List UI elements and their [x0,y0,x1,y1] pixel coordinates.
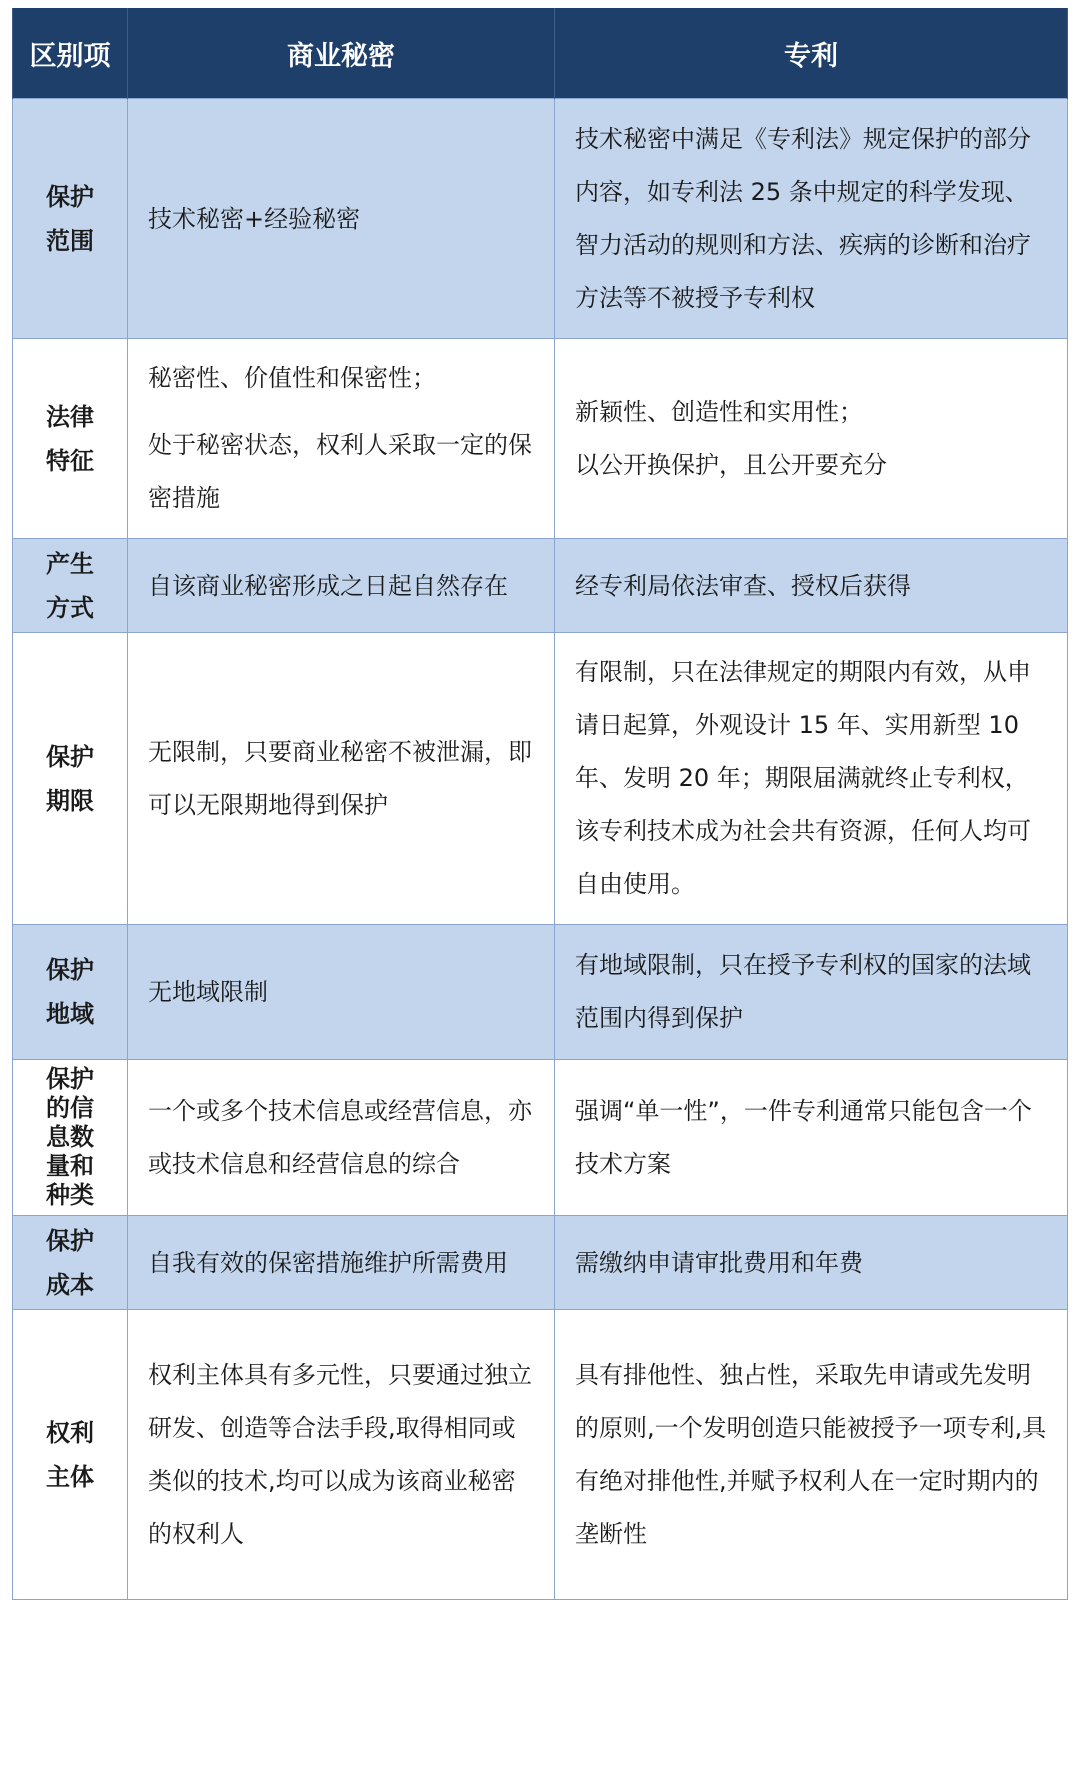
patent-cell [555,925,1068,1060]
trade-secret-cell [128,339,555,539]
patent-cell [555,633,1068,925]
cell-text: 技术秘密中满足《专利法》规定保护的部分内容，如专利法 25 条中规定的科学发现、智力活动的规则和方法、疾病的诊断和治疗方法等不被授予专利权 [575,124,1031,312]
cell-text: 具有排他性、独占性，采取先申请或先发明的原则,一个发明创造只能被授予一项专利,具有绝对排他性,并赋予权利人在一定时期内的垄断性 [575,1360,1047,1548]
cell-text: 自该商业秘密形成之日起自然存在 [148,571,508,600]
header-patent: 专利 [555,8,1068,99]
label-line: 种类 [46,1181,94,1209]
comparison-table-wrapper [12,8,1067,1600]
label-line: 期限 [46,786,94,815]
row-protection-territory [13,925,1068,1060]
label-line: 息数 [46,1123,94,1151]
trade-secret-cell [128,539,555,633]
row-protection-cost [13,1216,1068,1310]
cell-text: 需缴纳申请审批费用和年费 [575,1248,863,1277]
trade-secret-cell [128,99,555,339]
patent-cell [555,99,1068,339]
trade-secret-cell [128,1060,555,1216]
row-label [13,339,128,539]
cell-text: 一个或多个技术信息或经营信息，亦或技术信息和经营信息的综合 [148,1096,532,1178]
label-line: 保护 [46,956,94,984]
cell-text: 处于秘密状态，权利人采取一定的保密措施 [148,431,532,512]
label-line: 地域 [46,1000,94,1028]
cell-text: 权利主体具有多元性，只要通过独立研发、创造等合法手段,取得相同或类似的技术,均可以成为该商业秘密的权利人 [148,1360,532,1548]
row-label [13,1216,128,1310]
label-line: 权利 [46,1418,94,1447]
row-label [13,1060,128,1216]
label-line: 主体 [46,1462,94,1491]
cell-text: 无地域限制 [148,978,268,1006]
comparison-table [12,8,1068,1600]
patent-cell [555,1060,1068,1216]
row-information-quantity-type [13,1060,1068,1216]
label-line: 保护 [46,1226,94,1255]
header-trade-secret: 商业秘密 [128,8,555,99]
cell-text: 有限制，只在法律规定的期限内有效，从申请日起算，外观设计 15 年、实用新型 10 年、发明 20 年；期限届满就终止专利权，该专利技术成为社会共有资源，任何人均可自由使用。 [575,658,1031,898]
cell-text: 自我有效的保密措施维护所需费用 [148,1248,508,1277]
label-line: 方式 [46,593,94,622]
patent-cell [555,1216,1068,1310]
label-line: 产生 [46,549,94,578]
label-line: 范围 [46,226,94,255]
row-label [13,1310,128,1600]
cell-text: 秘密性、价值性和保密性； [148,364,436,392]
patent-cell [555,539,1068,633]
label-line: 量和 [46,1152,94,1180]
header-criteria: 区别项 [13,8,128,99]
label-line: 成本 [46,1270,94,1299]
row-label [13,99,128,339]
cell-text: 经专利局依法审查、授权后获得 [575,571,911,600]
label-line: 保护 [46,182,94,211]
header-row [13,8,1068,99]
cell-text: 无限制，只要商业秘密不被泄漏，即可以无限期地得到保护 [148,737,532,819]
cell-text: 有地域限制，只在授予专利权的国家的法域范围内得到保护 [575,951,1031,1032]
label-line: 的信 [46,1094,94,1122]
trade-secret-cell [128,633,555,925]
trade-secret-cell [128,1216,555,1310]
row-legal-features [13,339,1068,539]
row-right-holder [13,1310,1068,1600]
trade-secret-cell [128,1310,555,1600]
patent-cell [555,339,1068,539]
row-label [13,925,128,1060]
label-line: 保护 [46,1065,94,1093]
cell-text: 新颖性、创造性和实用性； [575,397,863,426]
trade-secret-cell [128,925,555,1060]
label-line: 法律 [46,402,94,431]
row-origin [13,539,1068,633]
cell-text: 技术秘密+经验秘密 [148,204,361,233]
label-line: 保护 [46,742,94,771]
patent-cell [555,1310,1068,1600]
row-label [13,539,128,633]
row-protection-term [13,633,1068,925]
cell-text: 强调“单一性”，一件专利通常只能包含一个技术方案 [575,1096,1032,1178]
row-label [13,633,128,925]
label-line: 特征 [46,446,94,475]
cell-text: 以公开换保护，且公开要充分 [575,450,887,479]
paragraph-gap [148,405,536,419]
row-protection-scope [13,99,1068,339]
